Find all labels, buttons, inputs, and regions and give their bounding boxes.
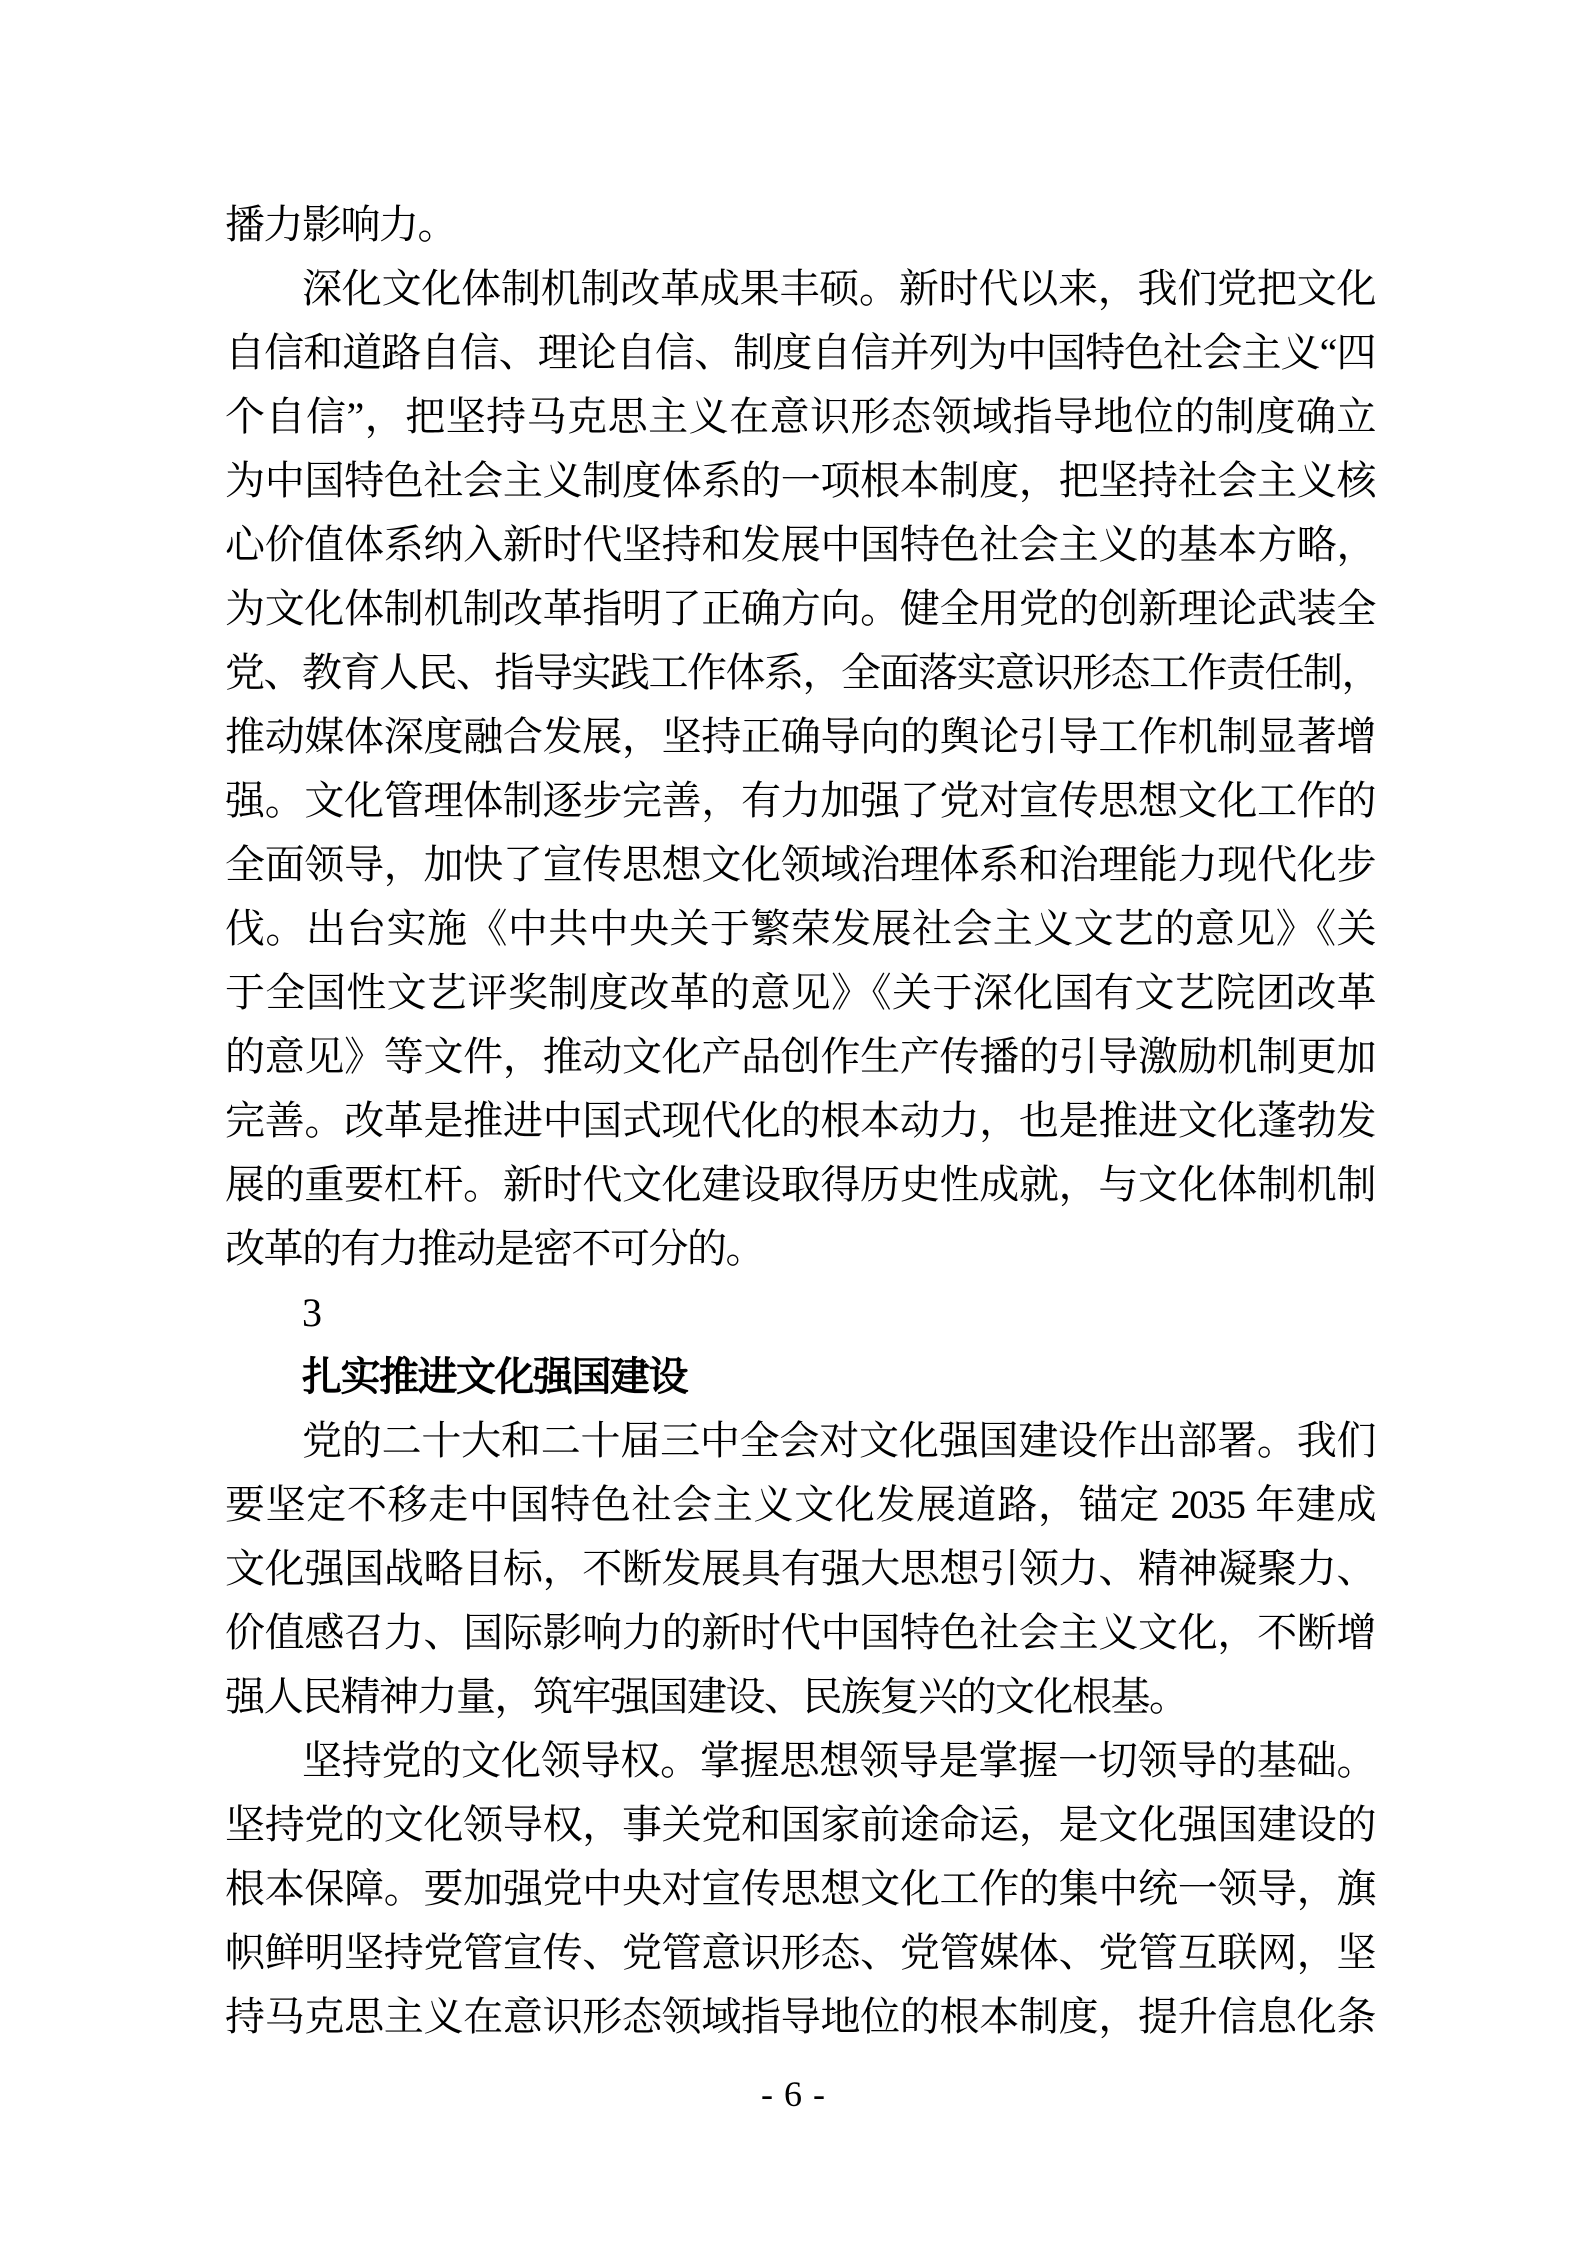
text-line: 持马克思主义在意识形态领域指导地位的根本制度，提升信息化条: [225, 1994, 1375, 2039]
text-line: 帜鲜明坚持党管宣传、党管意识形态、党管媒体、党管互联网，坚: [225, 1930, 1375, 1975]
text-line: 展的重要杠杆。新时代文化建设取得历史性成就，与文化体制机制: [225, 1162, 1375, 1207]
text-line: 完善。改革是推进中国式现代化的根本动力，也是推进文化蓬勃发: [225, 1098, 1375, 1143]
text-line: 根本保障。要加强党中央对宣传思想文化工作的集中统一领导，旗: [225, 1866, 1375, 1911]
section-number: 3: [302, 1290, 321, 1335]
text-line: 改革的有力推动是密不可分的。: [225, 1226, 764, 1271]
text-line: 党的二十大和二十届三中全会对文化强国建设作出部署。我们: [302, 1418, 1375, 1463]
text-line: 价值感召力、国际影响力的新时代中国特色社会主义文化，不断增: [225, 1610, 1375, 1655]
text-line: 文化强国战略目标，不断发展具有强大思想引领力、精神凝聚力、: [225, 1546, 1375, 1591]
text-line: 播力影响力。: [225, 202, 456, 247]
text-line: 伐。出台实施《中共中央关于繁荣发展社会主义文艺的意见》《关: [225, 906, 1375, 951]
text-line: 自信和道路自信、理论自信、制度自信并列为中国特色社会主义“四: [225, 330, 1375, 375]
text-line: 全面领导，加快了宣传思想文化领域治理体系和治理能力现代化步: [225, 842, 1375, 887]
text-line: 为中国特色社会主义制度体系的一项根本制度，把坚持社会主义核: [225, 458, 1375, 503]
text-line: 的意见》等文件，推动文化产品创作生产传播的引导激励机制更加: [225, 1034, 1375, 1079]
text-line: 党、教育人民、指导实践工作体系，全面落实意识形态工作责任制，: [225, 650, 1380, 695]
text-line: 心价值体系纳入新时代坚持和发展中国特色社会主义的基本方略，: [225, 522, 1375, 567]
text-line: 强。文化管理体制逐步完善，有力加强了党对宣传思想文化工作的: [225, 778, 1375, 823]
text-line: 坚持党的文化领导权。掌握思想领导是掌握一切领导的基础。: [302, 1738, 1375, 1783]
text-line: 推动媒体深度融合发展，坚持正确导向的舆论引导工作机制显著增: [225, 714, 1375, 759]
text-line: 于全国性文艺评奖制度改革的意见》《关于深化国有文艺院团改革: [225, 970, 1375, 1015]
document-body: [225, 193, 1380, 2049]
text-line: 深化文化体制机制改革成果丰硕。新时代以来，我们党把文化: [302, 266, 1375, 311]
text-line: 个自信”，把坚持马克思主义在意识形态领域指导地位的制度确立: [225, 394, 1375, 439]
text-line: 为文化体制机制改革指明了正确方向。健全用党的创新理论武装全: [225, 586, 1375, 631]
text-line: 坚持党的文化领导权，事关党和国家前途命运，是文化强国建设的: [225, 1802, 1375, 1847]
text-line: 要坚定不移走中国特色社会主义文化发展道路，锚定 2035 年建成: [225, 1482, 1375, 1527]
page-number: - 6 -: [761, 2074, 826, 2114]
text-line: 强人民精神力量，筑牢强国建设、民族复兴的文化根基。: [225, 1674, 1188, 1719]
section-heading: 扎实推进文化强国建设: [302, 1354, 687, 1399]
